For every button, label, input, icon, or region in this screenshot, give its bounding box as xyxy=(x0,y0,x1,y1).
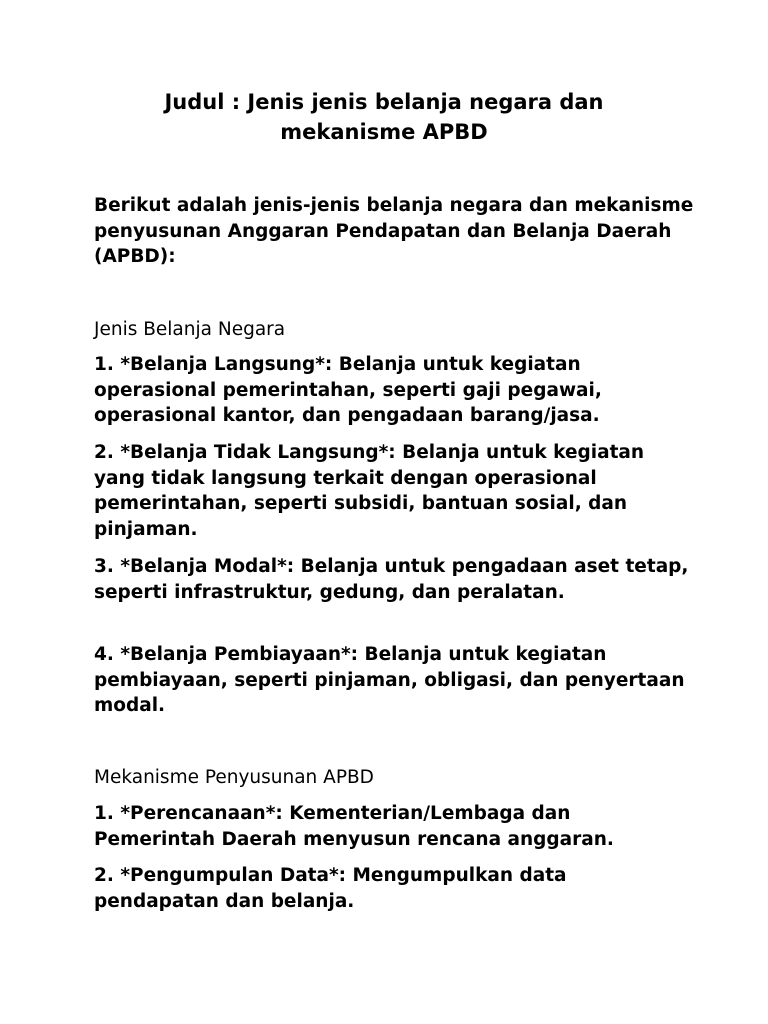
document-title: Judul : Jenis jenis belanja negara dan mekanisme APBD xyxy=(164,90,604,144)
section-heading-mekanisme: Mekanisme Penyusunan APBD xyxy=(94,767,374,788)
list-item: 1. *Belanja Langsung*: Belanja untuk kegiatan operasional pemerintahan, seperti gaji pegawai, operasional kantor, dan pengadaan barang/jasa. xyxy=(94,354,602,427)
list-item: 3. *Belanja Modal*: Belanja untuk pengadaan aset tetap, seperti infrastruktur, gedung, dan peralatan. xyxy=(94,556,689,603)
intro-paragraph: Berikut adalah jenis-jenis belanja negara dan mekanisme penyusunan Anggaran Pendapatan dan Belanja Daerah (APBD): xyxy=(94,195,694,268)
list-item: 4. *Belanja Pembiayaan*: Belanja untuk kegiatan pembiayaan, seperti pinjaman, obligasi, dan penyertaan modal. xyxy=(94,644,685,717)
section-heading-jenis-belanja: Jenis Belanja Negara xyxy=(94,319,286,340)
list-item: 1. *Perencanaan*: Kementerian/Lembaga dan Pemerintah Daerah menyusun rencana anggaran. xyxy=(94,803,614,850)
list-item: 2. *Belanja Tidak Langsung*: Belanja untuk kegiatan yang tidak langsung terkait dengan operasional pemerintahan, seperti subsidi, bantuan sosial, dan pinjaman. xyxy=(94,442,645,541)
list-item: 2. *Pengumpulan Data*: Mengumpulkan data pendapatan dan belanja. xyxy=(94,865,567,912)
